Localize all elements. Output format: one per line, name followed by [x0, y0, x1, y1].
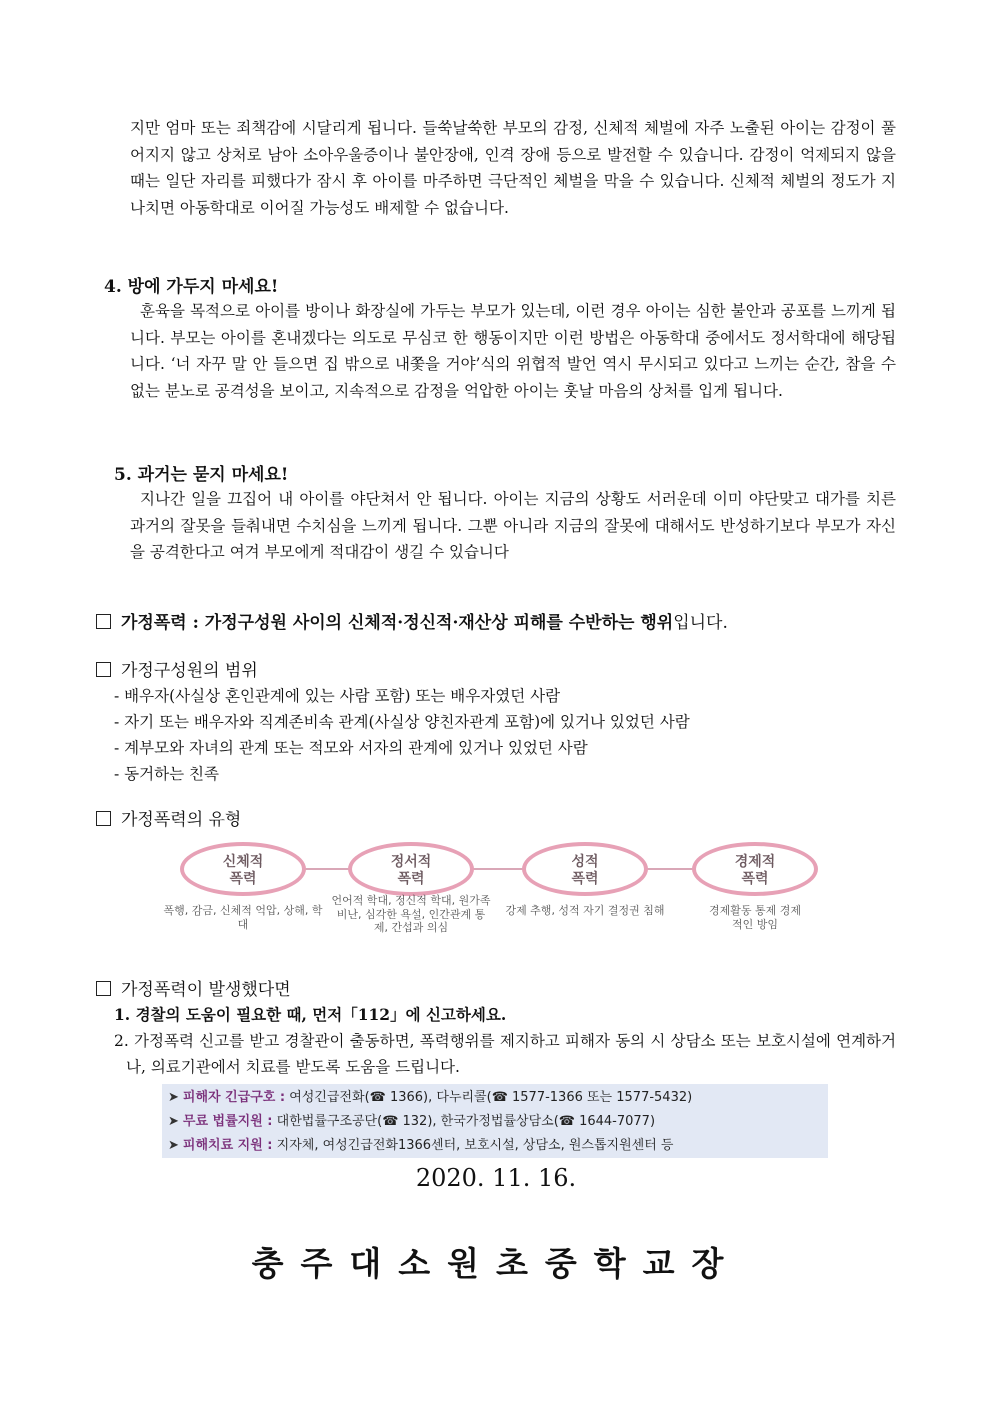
list-item: - 배우자(사실상 혼인관계에 있는 사람 포함) 또는 배우자였던 사람	[114, 687, 561, 705]
list-item: - 자기 또는 배우자와 직계존비속 관계(사실상 양친자관계 포함)에 있거나 있었던 사람	[114, 713, 690, 731]
node-label: 폭력	[397, 871, 425, 887]
node-description: 언어적 학대, 정신적 학대, 원가족 비난, 심각한 욕설, 인간관계 통제, 간섭과 의심	[331, 894, 491, 934]
node-label: 신체적	[222, 854, 264, 870]
node-description: 폭행, 감금, 신체적 억압, 상해, 학대	[163, 904, 323, 931]
node-label: 성적	[571, 854, 599, 870]
types-heading	[96, 805, 241, 830]
connector-line	[640, 868, 700, 870]
help-row	[168, 1110, 822, 1134]
intro-paragraph: 지만 엄마 또는 죄책감에 시달리게 됩니다. 들쑥날쑥한 부모의 감정, 신체적 체벌에 자주 노출된 아이는 감정이 풀어지지 않고 상처로 남아 소아우울증이나 불안장애, 인격 장애 등으로 발전할 수 있습니다. 감정이 억제되지 않을 때는 일단 자리를 피했다가 잠시 후 아이를 마주하면 극단적인 체벌을 막을 수 있습니다. 신체적 체벌의 정도가 지나치면 아동학대로 이어질 가능성도 배제할 수 없습니다.	[130, 119, 896, 217]
definition-bold: 가정폭력 : 가정구성원 사이의 신체적·정신적·재산상 피해를 수반하는 행위	[121, 613, 674, 633]
occurred-heading	[96, 975, 291, 1000]
help-value: 대한법률구조공단(☎ 132), 한국가정법률상담소(☎ 1644-7077)	[276, 1114, 656, 1129]
section-5-paragraph: 지나간 일을 끄집어 내 아이를 야단쳐서 안 됩니다. 아이는 지금의 상황도 서러운데 이미 야단맞고 대가를 치른 과거의 잘못을 들춰내면 수치심을 느끼게 됩니다. 그뿐 아니라 지금의 잘못에 대해서도 반성하기보다 부모가 자신을 공격한다고 여겨 부모에게 적대감이 생길 수 있습니다	[130, 490, 896, 561]
section-4-paragraph: 훈육을 목적으로 아이를 방이나 화장실에 가두는 부모가 있는데, 이런 경우 아이는 심한 불안과 공포를 느끼게 됩니다. 부모는 아이를 혼내겠다는 의도로 무심코 한 행동이지만 이런 방법은 아동학대 중에서도 정서학대에 해당됩니다. ‘너 자꾸 말 안 들으면 집 밖으로 내쫓을 거야’식의 위협적 발언 역시 무시되고 있다고 느끼는 순간, 참을 수 없는 분노로 공격성을 보이고, 지속적으로 감정을 억압한 아이는 훗날 마음의 상처를 입게 됩니다.	[130, 302, 896, 400]
principal-signature: 충주대소원초중학교장	[251, 1244, 741, 1283]
checkbox-square-icon	[96, 662, 111, 677]
definition-rest: 입니다.	[673, 613, 728, 633]
section-4-title: 4. 방에 가두지 마세요!	[104, 277, 279, 297]
node-description: 강제 추행, 성적 자기 결정권 침해	[505, 904, 665, 917]
arrow-right-icon: ➤	[168, 1114, 179, 1129]
step-2: 2. 가정폭력 신고를 받고 경찰관이 출동하면, 폭력행위를 제지하고 피해자 동의 시 상담소 또는 보호시설에 연계하거나, 의료기관에서 치료를 받도록 도움을 드립니다.	[114, 1032, 896, 1076]
help-value: 지자체, 여성긴급전화1366센터, 보호시설, 상담소, 원스톱지원센터 등	[276, 1138, 674, 1153]
document-date: 2020. 11. 16.	[415, 1164, 577, 1192]
step-1: 1. 경찰의 도움이 필요한 때, 먼저「112」에 신고하세요.	[114, 1005, 507, 1024]
node-description: 경제활동 통제 경제적인 방임	[708, 904, 801, 931]
node-label: 정서적	[390, 854, 432, 870]
help-label: 무료 법률지원 :	[182, 1114, 273, 1129]
members-heading	[96, 656, 258, 681]
response-steps	[114, 1002, 896, 1080]
checkbox-square-icon	[96, 614, 111, 629]
checkbox-square-icon	[96, 811, 111, 826]
list-item: - 계부모와 자녀의 관계 또는 적모와 서자의 관계에 있거나 있었던 사람	[114, 739, 588, 757]
section-5-title: 5. 과거는 묻지 마세요!	[114, 465, 289, 485]
help-row	[168, 1134, 822, 1158]
help-contacts-box	[162, 1084, 828, 1158]
help-label: 피해자 긴급구호 :	[182, 1090, 286, 1105]
node-physical-violence	[180, 842, 306, 896]
node-label: 폭력	[229, 871, 257, 887]
node-economic-violence	[692, 842, 818, 896]
checkbox-square-icon	[96, 981, 111, 996]
help-value: 여성긴급전화(☎ 1366), 다누리콜(☎ 1577-1366 또는 1577-5432)	[289, 1090, 693, 1105]
list-item: - 동거하는 친족	[114, 765, 219, 783]
violence-types-diagram	[163, 838, 830, 956]
node-emotional-violence	[348, 842, 474, 896]
occurred-title: 가정폭력이 발생했다면	[121, 980, 291, 1000]
node-label: 경제적	[734, 854, 776, 870]
node-label: 폭력	[741, 871, 769, 887]
arrow-right-icon: ➤	[168, 1090, 179, 1105]
arrow-right-icon: ➤	[168, 1138, 179, 1153]
node-label: 폭력	[571, 871, 599, 887]
node-sexual-violence	[522, 842, 648, 896]
types-title: 가정폭력의 유형	[121, 810, 242, 830]
members-title: 가정구성원의 범위	[121, 661, 258, 681]
members-list	[114, 683, 690, 787]
help-label: 피해치료 지원 :	[182, 1138, 273, 1153]
definition-heading	[96, 608, 728, 633]
help-row	[168, 1086, 822, 1110]
